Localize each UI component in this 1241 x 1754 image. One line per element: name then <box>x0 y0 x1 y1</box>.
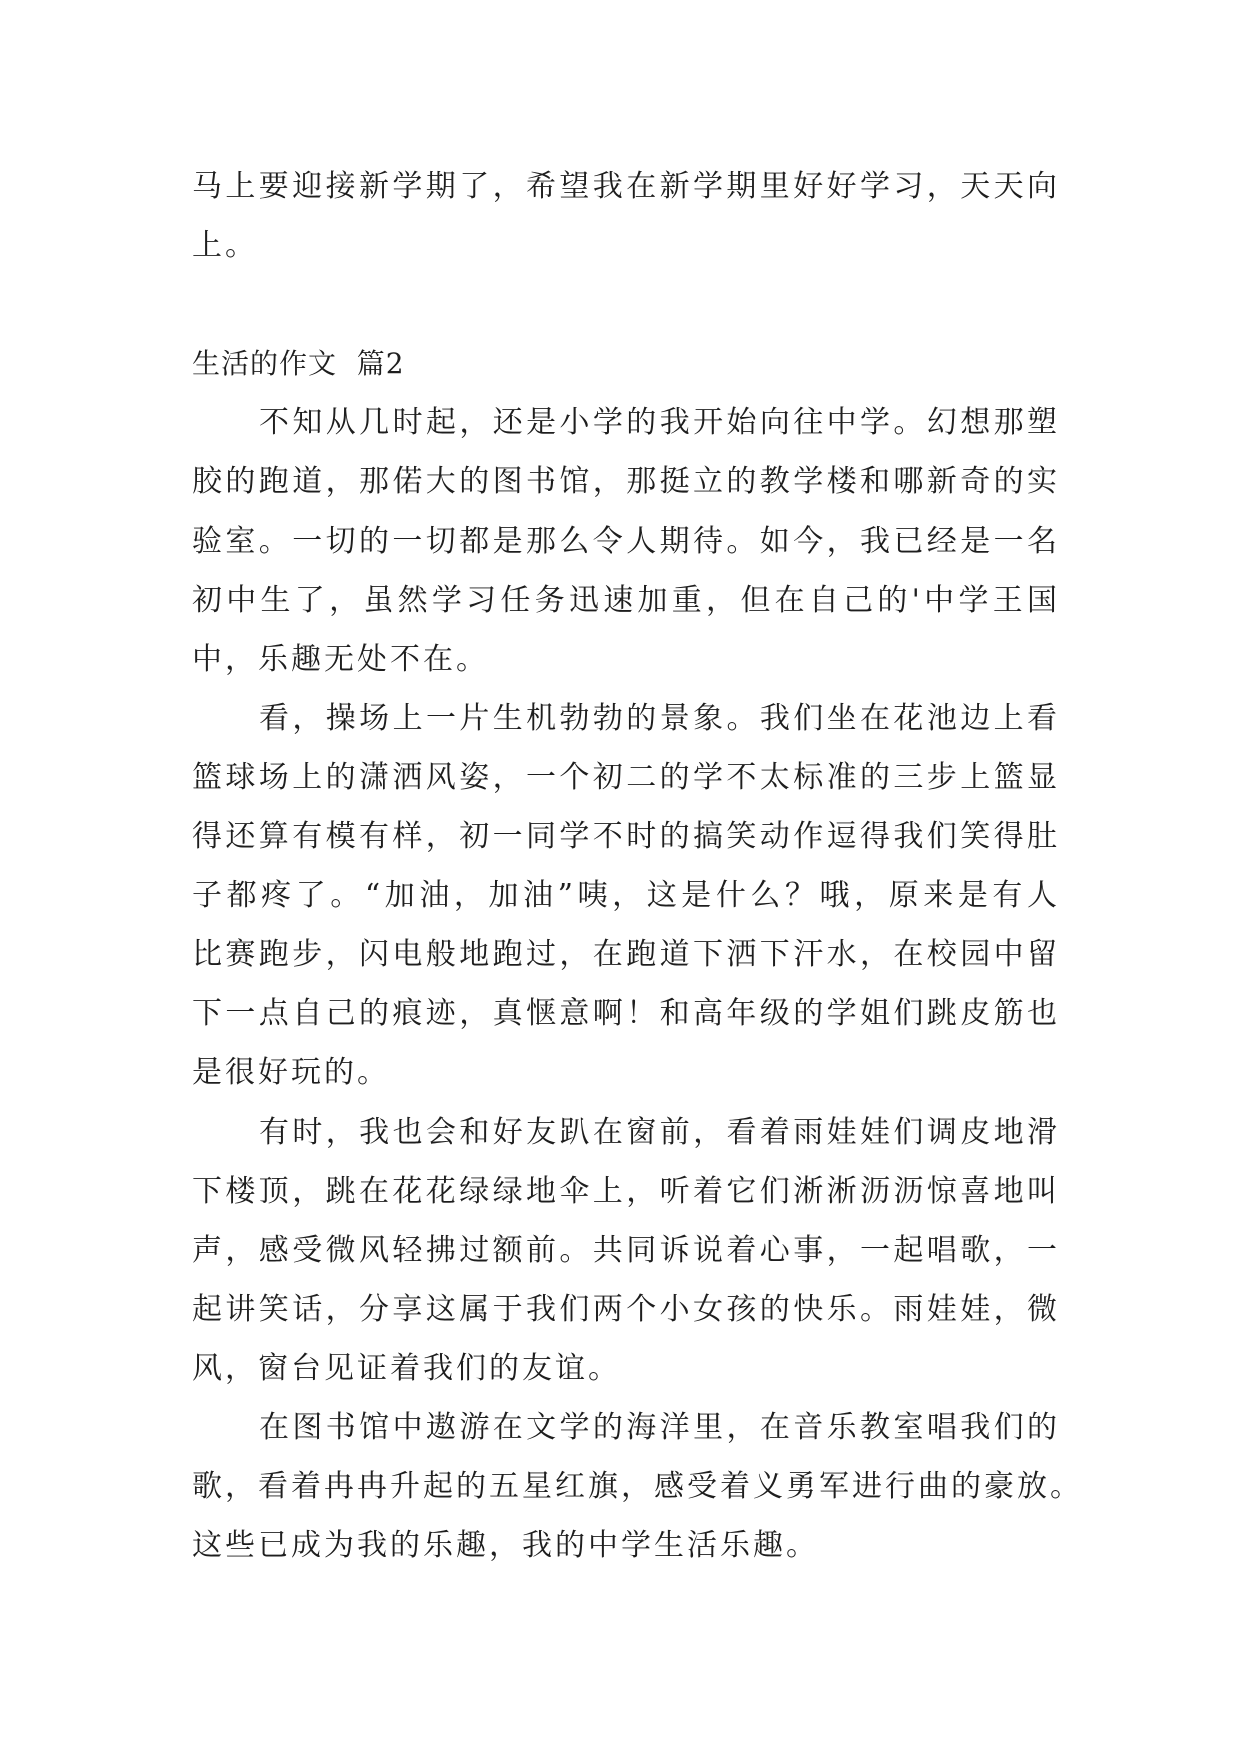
text-line: 在图书馆中遨游在文学的海洋里，在音乐教室唱我们的 <box>259 1409 1060 1445</box>
text-line: 起讲笑话，分享这属于我们两个小女孩的快乐。雨娃娃，微 <box>192 1291 1060 1327</box>
text-line: 子都疼了。“加油，加油”咦，这是什么？哦，原来是有人 <box>192 878 1060 914</box>
text-line: 有时，我也会和好友趴在窗前，看着雨娃娃们调皮地滑 <box>259 1114 1060 1150</box>
text-line: 比赛跑步，闪电般地跑过，在跑道下洒下汗水，在校园中留 <box>192 937 1060 973</box>
text-line: 初中生了，虽然学习任务迅速加重，但在自己的'中学王国 <box>192 582 1060 618</box>
text-line: 声，感受微风轻拂过额前。共同诉说着心事，一起唱歌，一 <box>192 1232 1060 1268</box>
text-line: 中，乐趣无处不在。 <box>192 641 489 677</box>
text-line: 这些已成为我的乐趣，我的中学生活乐趣。 <box>192 1528 819 1564</box>
text-line: 得还算有模有样，初一同学不时的搞笑动作逗得我们笑得肚 <box>192 819 1060 855</box>
intro-paragraph <box>192 157 1060 275</box>
document-body <box>192 157 1083 1575</box>
text-line: 是很好玩的。 <box>192 1055 390 1091</box>
text-line: 看，操场上一片生机勃勃的景象。我们坐在花池边上看 <box>259 700 1060 736</box>
paragraph <box>192 1103 1060 1398</box>
paragraph <box>192 689 1060 1103</box>
text-line: 风，窗台见证着我们的友谊。 <box>192 1350 621 1386</box>
text-line: 不知从几时起，还是小学的我开始向往中学。幻想那塑 <box>259 405 1060 441</box>
text-line: 下楼顶，跳在花花绿绿地伞上，听着它们淅淅沥沥惊喜地叫 <box>192 1173 1060 1209</box>
text-line: 胶的跑道，那偌大的图书馆，那挺立的教学楼和哪新奇的实 <box>192 464 1060 500</box>
paragraph <box>192 393 1060 688</box>
section-heading: 生活的作文 篇2 <box>192 347 405 381</box>
text-line: 马上要迎接新学期了，希望我在新学期里好好学习，天天向 <box>192 169 1060 204</box>
paragraph <box>192 1398 1083 1575</box>
text-line: 歌，看着冉冉升起的五星红旗，感受着义勇军进行曲的豪放。 <box>192 1469 1083 1505</box>
text-line: 验室。一切的一切都是那么令人期待。如今，我已经是一名 <box>192 523 1060 559</box>
text-line: 下一点自己的痕迹，真惬意啊！和高年级的学姐们跳皮筋也 <box>192 996 1060 1032</box>
blank-line <box>192 275 1060 334</box>
text-line: 篮球场上的潇洒风姿，一个初二的学不太标准的三步上篮显 <box>192 759 1060 795</box>
text-line: 上。 <box>192 228 258 264</box>
